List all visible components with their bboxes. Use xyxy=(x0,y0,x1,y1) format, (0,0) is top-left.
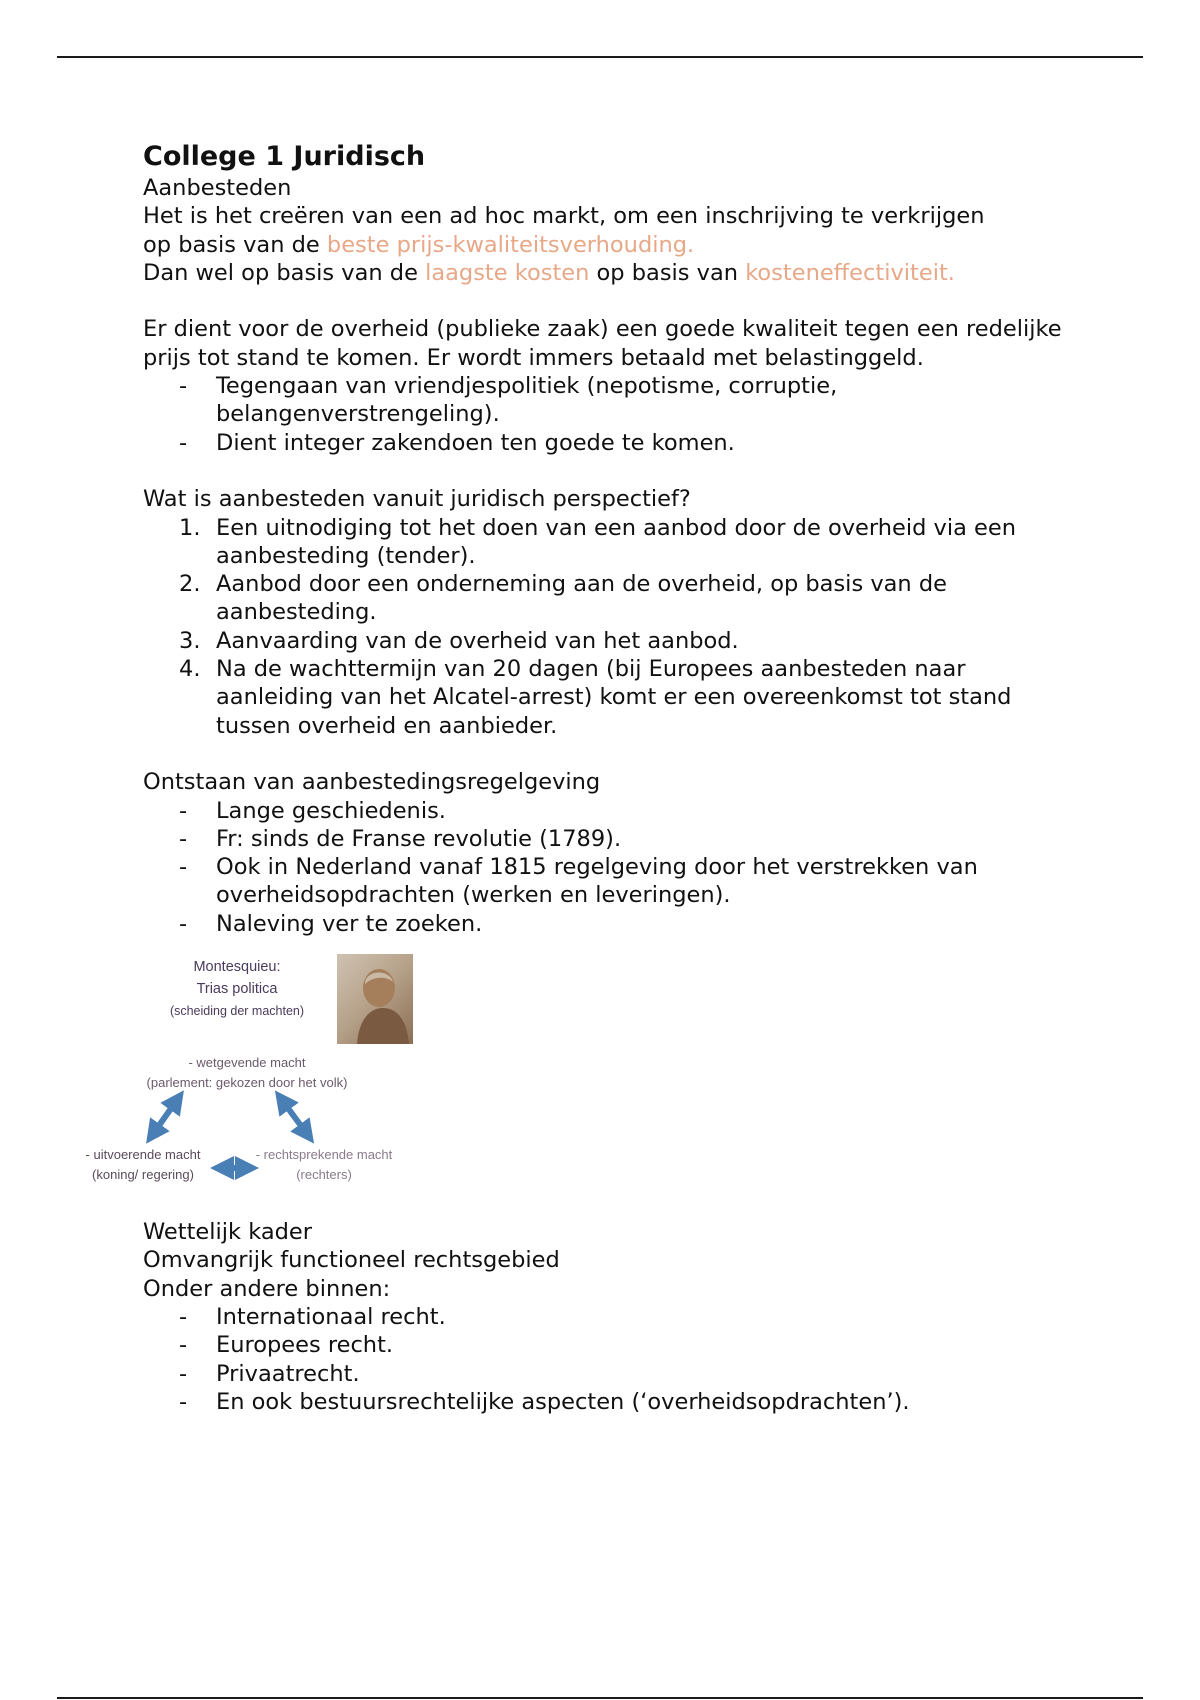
bullet-marker: - xyxy=(179,797,188,824)
subtitle: Aanbesteden xyxy=(143,175,292,201)
figure-label-montesquieu: Montesquieu: Trias politica (scheiding der machten) xyxy=(169,959,305,1019)
number-marker: 3. xyxy=(179,627,201,654)
page-top-rule xyxy=(57,56,1143,58)
list-item: - Ook in Nederland vanaf 1815 regelgeving door het verstrekken van overheidsopdrachten (werken en leveringen). xyxy=(179,854,978,909)
numbered-list-legal-perspective xyxy=(143,514,1063,740)
legal-framework-line3: Onder andere binnen: xyxy=(143,1275,391,1302)
paragraph-public-interest: Er dient voor de overheid (publieke zaak) een goede kwaliteit tegen een redelijke prijs tot stand te komen. Er wordt immers betaald met belastinggeld. xyxy=(143,316,1062,371)
bullet-marker: - xyxy=(179,1332,188,1359)
trias-politica-figure xyxy=(67,950,417,1208)
bullet-marker: - xyxy=(179,429,188,456)
bullet-marker: - xyxy=(179,910,188,937)
number-marker: 2. xyxy=(179,571,201,598)
list-item: - Dient integer zakendoen ten goede te komen. xyxy=(179,429,735,456)
figure-label-judicial: - rechtsprekende macht (rechters) xyxy=(255,1147,393,1183)
bullet-list-legal-areas xyxy=(143,1303,1063,1416)
list-item: - En ook bestuursrechtelijke aspecten (‘overheidsopdrachten’). xyxy=(179,1388,910,1415)
bullet-marker: - xyxy=(179,1360,188,1387)
bullet-list-public-interest xyxy=(143,372,1063,457)
legal-framework-line2: Omvangrijk functioneel rechtsgebied xyxy=(143,1247,560,1274)
number-marker: 4. xyxy=(179,656,201,683)
page-bottom-rule xyxy=(57,1697,1143,1699)
bullet-list-origin xyxy=(143,797,1063,938)
list-item: - Privaatrecht. xyxy=(179,1360,360,1387)
intro-line2-prefix: op basis van de xyxy=(143,231,327,258)
list-item: - Fr: sinds de Franse revolutie (1789). xyxy=(179,825,622,852)
document-body xyxy=(85,140,1063,1416)
accent-term-best-price-quality: beste prijs-kwaliteitsverhouding. xyxy=(326,231,695,258)
bullet-marker: - xyxy=(179,1303,188,1330)
arrow-legislative-executive xyxy=(153,1100,177,1134)
list-item: - Internationaal recht. xyxy=(179,1303,446,1330)
list-item: 4. Na de wachttermijn van 20 dagen (bij Europees aanbesteden naar aanleiding van het Alcatel-arrest) komt er een overeenkomst tot stand tussen overheid en aanbieder. xyxy=(179,656,1012,739)
intro-paragraph xyxy=(143,202,1063,287)
page-title: College 1 Juridisch xyxy=(143,141,426,172)
list-item: 3. Aanvaarding van de overheid van het aanbod. xyxy=(179,627,739,654)
accent-term-lowest-cost: laagste kosten xyxy=(425,259,590,286)
intro-line1: Het is het creëren van een ad hoc markt, om een inschrijving te verkrijgen xyxy=(143,203,985,230)
section-heading-origin: Ontstaan van aanbestedingsregelgeving xyxy=(143,769,601,796)
bullet-marker: - xyxy=(179,825,188,852)
accent-term-cost-effectiveness: kosteneffectiviteit. xyxy=(745,259,955,286)
number-marker: 1. xyxy=(179,514,201,541)
list-item: - Tegengaan van vriendjespolitiek (nepotisme, corruptie, belangenverstrengeling). xyxy=(179,373,838,428)
figure-label-legislative: - wetgevende macht (parlement: gekozen door het volk) xyxy=(146,1055,348,1091)
list-item: 1. Een uitnodiging tot het doen van een aanbod door de overheid via een aanbesteding (tender). xyxy=(179,514,1016,569)
list-item: 2. Aanbod door een onderneming aan de overheid, op basis van de aanbesteding. xyxy=(179,571,947,626)
bullet-marker: - xyxy=(179,854,188,881)
section-heading-legal-perspective: Wat is aanbesteden vanuit juridisch perspectief? xyxy=(143,486,691,513)
bullet-marker: - xyxy=(179,1388,188,1415)
intro-line3-prefix: Dan wel op basis van de xyxy=(143,259,426,286)
list-item: - Naleving ver te zoeken. xyxy=(179,910,483,937)
list-item: - Lange geschiedenis. xyxy=(179,797,446,824)
bullet-marker: - xyxy=(179,373,188,400)
intro-line3-middle: op basis van xyxy=(589,259,746,286)
figure-label-executive: - uitvoerende macht (koning/ regering) xyxy=(85,1147,201,1183)
arrow-legislative-judicial xyxy=(282,1100,307,1134)
list-item: - Europees recht. xyxy=(179,1332,394,1359)
legal-framework-line1: Wettelijk kader xyxy=(143,1219,312,1246)
